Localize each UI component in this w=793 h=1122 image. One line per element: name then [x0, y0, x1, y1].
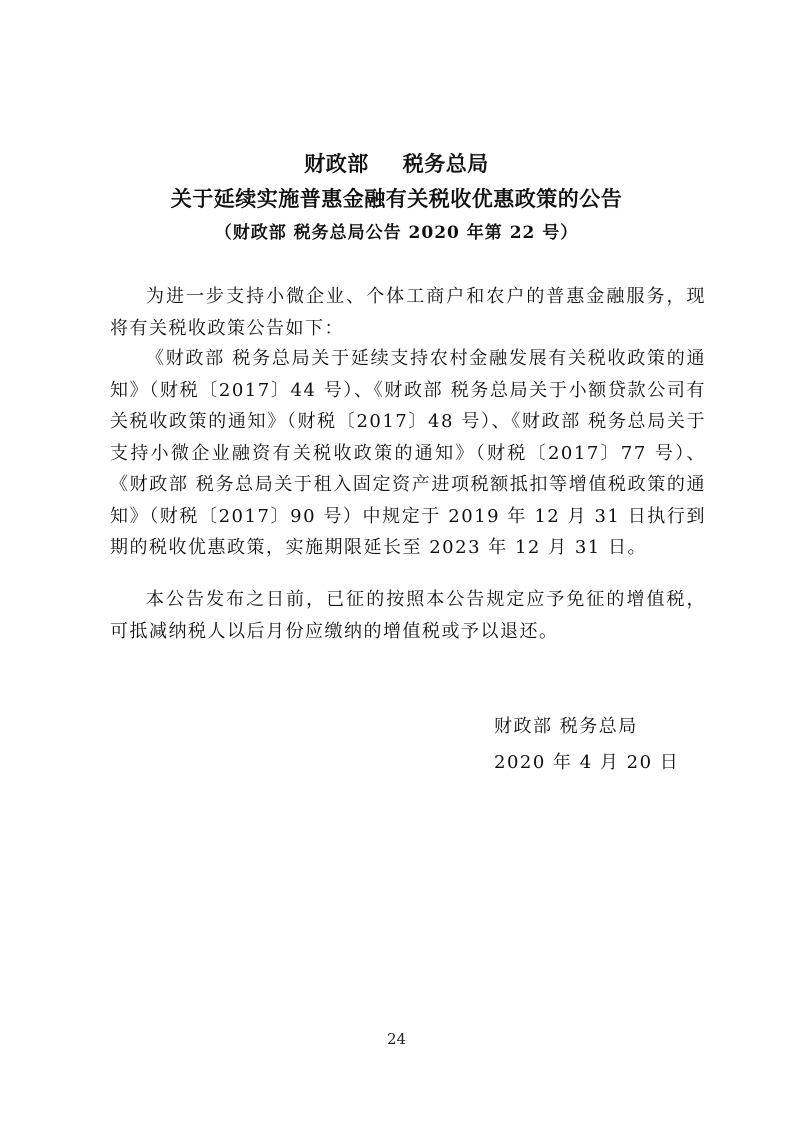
- document-title: 关于延续实施普惠金融有关税收优惠政策的公告: [170, 186, 623, 211]
- document-number: （财政部 税务总局公告 2020 年第 22 号）: [214, 223, 579, 243]
- page-number: 24: [386, 1030, 407, 1048]
- title-issuer-1: 财政部: [304, 151, 369, 176]
- signature-org: 财政部 税务总局: [494, 716, 638, 737]
- paragraph-refund: 本公告发布之日前，已征的按照本公告规定应予免征的增值税，可抵减纳税人以后月份应缴纳的增值税或予以退还。: [110, 589, 706, 642]
- title-issuer-2: 税务总局: [402, 151, 489, 176]
- signature-date: 2020 年 4 月 20 日: [494, 752, 680, 773]
- paragraph-intro: 为进一步支持小微企业、个体工商户和农户的普惠金融服务，现将有关税收政策公告如下：: [110, 286, 706, 339]
- document-title-issuers: [0, 148, 793, 178]
- paragraph-policy-list: 《财政部 税务总局关于延续支持农村金融发展有关税收政策的通知》（财税〔2017〕44 号）、《财政部 税务总局关于小额贷款公司有关税收政策的通知》（财税〔2017〕48 号）、《财政部 税务总局关于支持小微企业融资有关税收政策的通知》（财税〔2017〕77 号）、《财政部 税务总局关于租入固定资产进项税额抵扣等增值税政策的通知》（财税〔2017〕90 号）中规定于 2019 年 12 月 31 日执行到期的税收优惠政策，实施期限延长至 2023 年 12 月 31 日。: [110, 348, 706, 558]
